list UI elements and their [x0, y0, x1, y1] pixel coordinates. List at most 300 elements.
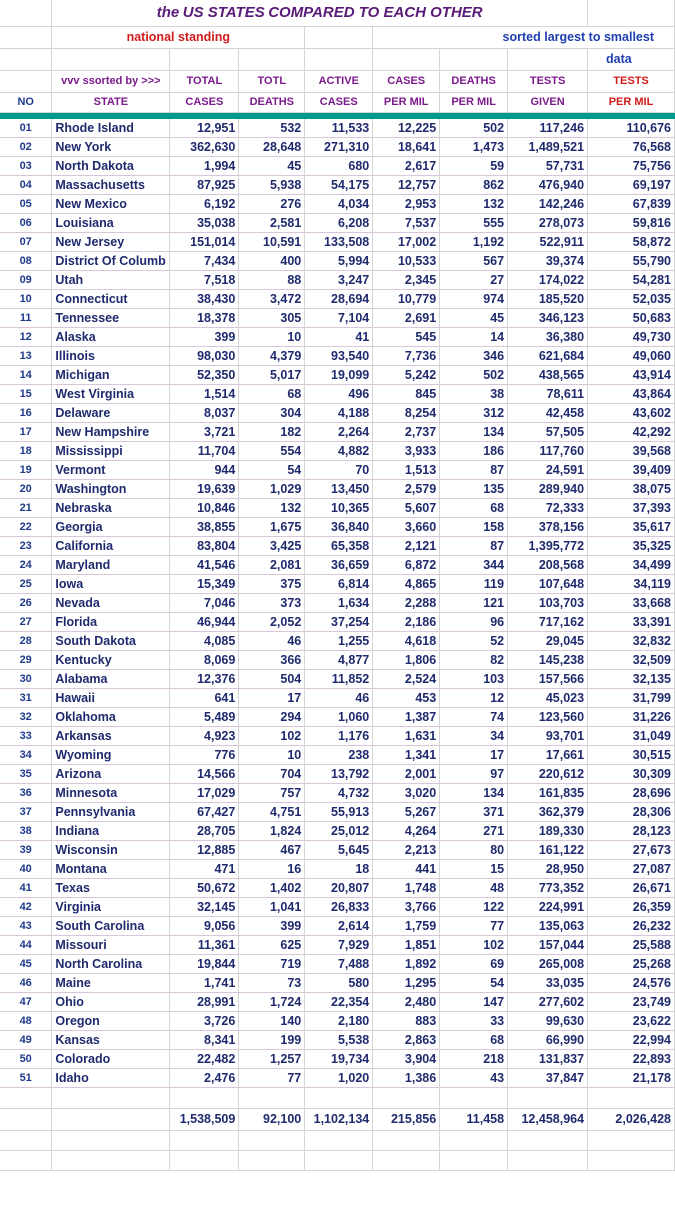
state-name: Kentucky — [52, 650, 170, 669]
data-cell: 22,482 — [170, 1049, 239, 1068]
data-cell: 399 — [170, 327, 239, 346]
data-cell: 6,872 — [373, 555, 440, 574]
data-cell: 7,537 — [373, 213, 440, 232]
data-cell: 1,295 — [373, 973, 440, 992]
data-cell: 140 — [239, 1011, 305, 1030]
data-cell: 87 — [440, 460, 508, 479]
data-cell: 371 — [440, 802, 508, 821]
data-cell: 625 — [239, 935, 305, 954]
table-row — [0, 707, 675, 726]
data-cell: 147 — [440, 992, 508, 1011]
state-name: Oregon — [52, 1011, 170, 1030]
data-cell: 11,852 — [305, 669, 373, 688]
table-row — [0, 1011, 675, 1030]
data-cell: 1,029 — [239, 479, 305, 498]
state-name: Mississippi — [52, 441, 170, 460]
state-name: Oklahoma — [52, 707, 170, 726]
data-cell: 304 — [239, 403, 305, 422]
data-cell: 28,648 — [239, 137, 305, 156]
blank-row — [0, 1087, 675, 1108]
data-cell: 133,508 — [305, 232, 373, 251]
row-number: 01 — [0, 118, 52, 137]
data-cell: 134 — [440, 422, 508, 441]
row-number: 40 — [0, 859, 52, 878]
data-cell: 28,705 — [170, 821, 239, 840]
table-row — [0, 935, 675, 954]
row-number: 27 — [0, 612, 52, 631]
data-cell: 10 — [239, 745, 305, 764]
data-cell: 7,488 — [305, 954, 373, 973]
table-row — [0, 536, 675, 555]
data-cell: 33,391 — [588, 612, 675, 631]
data-cell: 1,892 — [373, 954, 440, 973]
data-cell: 1,386 — [373, 1068, 440, 1087]
row-number: 04 — [0, 175, 52, 194]
data-cell: 32,135 — [588, 669, 675, 688]
data-cell: 18 — [305, 859, 373, 878]
state-name: New Mexico — [52, 194, 170, 213]
data-cell: 2,180 — [305, 1011, 373, 1030]
table-row — [0, 1030, 675, 1049]
row-number: 08 — [0, 251, 52, 270]
data-cell: 346 — [440, 346, 508, 365]
data-cell: 107,648 — [508, 574, 588, 593]
data-cell: 1,851 — [373, 935, 440, 954]
data-cell: 77 — [239, 1068, 305, 1087]
data-cell: 82 — [440, 650, 508, 669]
data-cell: 378,156 — [508, 517, 588, 536]
row-number: 37 — [0, 802, 52, 821]
data-cell: 4,085 — [170, 631, 239, 650]
data-cell: 5,607 — [373, 498, 440, 517]
header-top-cell: TOTL — [239, 70, 305, 92]
table-row — [0, 194, 675, 213]
data-cell: 78,611 — [508, 384, 588, 403]
data-cell: 4,618 — [373, 631, 440, 650]
data-cell: 31,799 — [588, 688, 675, 707]
data-cell: 278,073 — [508, 213, 588, 232]
row-number: 18 — [0, 441, 52, 460]
row-number: 19 — [0, 460, 52, 479]
data-cell: 5,267 — [373, 802, 440, 821]
data-cell: 5,489 — [170, 707, 239, 726]
data-cell: 76,568 — [588, 137, 675, 156]
row-number: 22 — [0, 517, 52, 536]
row-number: 03 — [0, 156, 52, 175]
data-cell: 50,672 — [170, 878, 239, 897]
state-name: Nebraska — [52, 498, 170, 517]
data-cell: 36,840 — [305, 517, 373, 536]
data-cell: 10,533 — [373, 251, 440, 270]
data-cell: 346,123 — [508, 308, 588, 327]
data-cell: 22,354 — [305, 992, 373, 1011]
data-cell: 68 — [239, 384, 305, 403]
state-name: California — [52, 536, 170, 555]
data-cell: 641 — [170, 688, 239, 707]
data-cell: 157,566 — [508, 669, 588, 688]
data-cell: 3,425 — [239, 536, 305, 555]
data-cell: 717,162 — [508, 612, 588, 631]
data-cell: 1,631 — [373, 726, 440, 745]
table-row — [0, 479, 675, 498]
data-cell: 29,045 — [508, 631, 588, 650]
data-cell: 93,540 — [305, 346, 373, 365]
table-row — [0, 1068, 675, 1087]
data-cell: 8,069 — [170, 650, 239, 669]
data-cell: 83,804 — [170, 536, 239, 555]
data-cell: 4,379 — [239, 346, 305, 365]
data-cell: 208,568 — [508, 555, 588, 574]
data-cell: 1,748 — [373, 878, 440, 897]
data-cell: 17 — [440, 745, 508, 764]
table-row — [0, 593, 675, 612]
row-number: 36 — [0, 783, 52, 802]
data-cell: 98,030 — [170, 346, 239, 365]
data-cell: 142,246 — [508, 194, 588, 213]
row-number: 44 — [0, 935, 52, 954]
row-number: 41 — [0, 878, 52, 897]
data-cell: 50,683 — [588, 308, 675, 327]
data-cell: 31,049 — [588, 726, 675, 745]
data-cell: 4,865 — [373, 574, 440, 593]
row-number: 48 — [0, 1011, 52, 1030]
data-cell: 70 — [305, 460, 373, 479]
data-cell: 362,379 — [508, 802, 588, 821]
data-cell: 2,264 — [305, 422, 373, 441]
data-cell: 496 — [305, 384, 373, 403]
data-cell: 757 — [239, 783, 305, 802]
data-cell: 438,565 — [508, 365, 588, 384]
table-row — [0, 1049, 675, 1068]
totals-row — [0, 1108, 675, 1130]
table-row — [0, 954, 675, 973]
data-cell: 36,659 — [305, 555, 373, 574]
data-cell: 1,387 — [373, 707, 440, 726]
data-cell: 22,893 — [588, 1049, 675, 1068]
data-cell: 68 — [440, 1030, 508, 1049]
header-bottom-cell: CASES — [170, 92, 239, 112]
data-cell: 776 — [170, 745, 239, 764]
data-cell: 4,751 — [239, 802, 305, 821]
data-cell: 27,087 — [588, 859, 675, 878]
data-cell: 5,017 — [239, 365, 305, 384]
data-cell: 504 — [239, 669, 305, 688]
table-row — [0, 859, 675, 878]
state-name: North Carolina — [52, 954, 170, 973]
total-cell: 11,458 — [440, 1108, 508, 1130]
data-cell: 185,520 — [508, 289, 588, 308]
row-number: 47 — [0, 992, 52, 1011]
data-cell: 12,225 — [373, 118, 440, 137]
state-name: New York — [52, 137, 170, 156]
row-number: 06 — [0, 213, 52, 232]
data-cell: 580 — [305, 973, 373, 992]
data-cell: 5,938 — [239, 175, 305, 194]
data-cell: 38 — [440, 384, 508, 403]
data-cell: 199 — [239, 1030, 305, 1049]
table-row — [0, 973, 675, 992]
data-cell: 224,991 — [508, 897, 588, 916]
state-name: Maryland — [52, 555, 170, 574]
data-cell: 43 — [440, 1068, 508, 1087]
data-cell: 1,257 — [239, 1049, 305, 1068]
data-cell: 621,684 — [508, 346, 588, 365]
data-cell: 33 — [440, 1011, 508, 1030]
subtitle-row — [0, 26, 675, 48]
table-row — [0, 897, 675, 916]
data-cell: 69 — [440, 954, 508, 973]
data-cell: 88 — [239, 270, 305, 289]
row-number: 28 — [0, 631, 52, 650]
data-cell: 43,914 — [588, 365, 675, 384]
data-cell: 13,450 — [305, 479, 373, 498]
data-cell: 471 — [170, 859, 239, 878]
data-cell: 36,380 — [508, 327, 588, 346]
state-name: Kansas — [52, 1030, 170, 1049]
data-cell: 7,104 — [305, 308, 373, 327]
state-name: Florida — [52, 612, 170, 631]
table-row — [0, 460, 675, 479]
data-cell: 25,012 — [305, 821, 373, 840]
data-cell: 49,730 — [588, 327, 675, 346]
data-cell: 117,760 — [508, 441, 588, 460]
table-row — [0, 403, 675, 422]
data-cell: 13,792 — [305, 764, 373, 783]
data-cell: 10,591 — [239, 232, 305, 251]
data-cell: 55,790 — [588, 251, 675, 270]
data-cell: 52,350 — [170, 365, 239, 384]
data-cell: 28,950 — [508, 859, 588, 878]
row-number: 15 — [0, 384, 52, 403]
data-cell: 14,566 — [170, 764, 239, 783]
data-cell: 39,568 — [588, 441, 675, 460]
data-cell: 2,213 — [373, 840, 440, 859]
data-cell: 99,630 — [508, 1011, 588, 1030]
header-bottom-cell: STATE — [52, 92, 170, 112]
data-cell: 35,617 — [588, 517, 675, 536]
data-cell: 2,480 — [373, 992, 440, 1011]
data-cell: 67,427 — [170, 802, 239, 821]
state-name: Hawaii — [52, 688, 170, 707]
data-cell: 11,704 — [170, 441, 239, 460]
row-number: 33 — [0, 726, 52, 745]
state-name: Montana — [52, 859, 170, 878]
data-cell: 567 — [440, 251, 508, 270]
row-number: 34 — [0, 745, 52, 764]
data-cell: 1,402 — [239, 878, 305, 897]
data-cell: 3,933 — [373, 441, 440, 460]
data-cell: 27 — [440, 270, 508, 289]
state-name: Missouri — [52, 935, 170, 954]
data-cell: 23,622 — [588, 1011, 675, 1030]
data-cell: 35,325 — [588, 536, 675, 555]
data-cell: 554 — [239, 441, 305, 460]
data-cell: 845 — [373, 384, 440, 403]
header-top-cell: TOTAL — [170, 70, 239, 92]
data-cell: 52 — [440, 631, 508, 650]
data-cell: 373 — [239, 593, 305, 612]
data-cell: 1,341 — [373, 745, 440, 764]
state-name: Virginia — [52, 897, 170, 916]
row-number: 29 — [0, 650, 52, 669]
data-cell: 161,835 — [508, 783, 588, 802]
data-cell: 6,814 — [305, 574, 373, 593]
row-number: 17 — [0, 422, 52, 441]
data-cell: 2,863 — [373, 1030, 440, 1049]
state-name: Indiana — [52, 821, 170, 840]
data-cell: 38,075 — [588, 479, 675, 498]
data-cell: 3,472 — [239, 289, 305, 308]
row-number: 09 — [0, 270, 52, 289]
data-cell: 17 — [239, 688, 305, 707]
row-number: 43 — [0, 916, 52, 935]
data-cell: 11,361 — [170, 935, 239, 954]
data-cell: 102 — [239, 726, 305, 745]
row-number: 11 — [0, 308, 52, 327]
header-bottom-cell: PER MIL — [440, 92, 508, 112]
state-name: Iowa — [52, 574, 170, 593]
data-cell: 1,514 — [170, 384, 239, 403]
data-cell: 121 — [440, 593, 508, 612]
data-cell: 42,292 — [588, 422, 675, 441]
data-cell: 59,816 — [588, 213, 675, 232]
title-suffix: COMPARED TO EACH OTHER — [268, 4, 483, 22]
data-cell: 3,660 — [373, 517, 440, 536]
data-cell: 161,122 — [508, 840, 588, 859]
data-cell: 34,499 — [588, 555, 675, 574]
header-bottom-cell: CASES — [305, 92, 373, 112]
title-row — [0, 0, 675, 26]
data-cell: 21,178 — [588, 1068, 675, 1087]
data-cell: 26,833 — [305, 897, 373, 916]
total-cell: 1,538,509 — [170, 1108, 239, 1130]
table-row — [0, 650, 675, 669]
data-cell: 2,081 — [239, 555, 305, 574]
data-cell: 97 — [440, 764, 508, 783]
data-cell: 54 — [239, 460, 305, 479]
row-number: 21 — [0, 498, 52, 517]
data-cell: 2,737 — [373, 422, 440, 441]
data-cell: 14 — [440, 327, 508, 346]
table-row — [0, 764, 675, 783]
row-number: 39 — [0, 840, 52, 859]
data-cell: 532 — [239, 118, 305, 137]
data-cell: 7,046 — [170, 593, 239, 612]
state-name: New Hampshire — [52, 422, 170, 441]
data-cell: 944 — [170, 460, 239, 479]
data-cell: 26,671 — [588, 878, 675, 897]
row-number: 24 — [0, 555, 52, 574]
data-cell: 5,645 — [305, 840, 373, 859]
table-row — [0, 840, 675, 859]
state-name: Ohio — [52, 992, 170, 1011]
data-cell: 8,254 — [373, 403, 440, 422]
table-row — [0, 726, 675, 745]
state-name: South Carolina — [52, 916, 170, 935]
data-cell: 69,197 — [588, 175, 675, 194]
state-name: New Jersey — [52, 232, 170, 251]
data-cell: 276 — [239, 194, 305, 213]
data-cell: 119 — [440, 574, 508, 593]
table-row — [0, 555, 675, 574]
data-cell: 1,994 — [170, 156, 239, 175]
data-cell: 1,176 — [305, 726, 373, 745]
data-cell: 28,991 — [170, 992, 239, 1011]
data-cell: 10,846 — [170, 498, 239, 517]
data-cell: 73 — [239, 973, 305, 992]
table-row — [0, 517, 675, 536]
data-cell: 157,044 — [508, 935, 588, 954]
data-cell: 26,359 — [588, 897, 675, 916]
data-cell: 441 — [373, 859, 440, 878]
data-cell: 80 — [440, 840, 508, 859]
state-name: Colorado — [52, 1049, 170, 1068]
data-cell: 87,925 — [170, 175, 239, 194]
data-cell: 77 — [440, 916, 508, 935]
table-row — [0, 365, 675, 384]
table-row — [0, 175, 675, 194]
total-cell: 2,026,428 — [588, 1108, 675, 1130]
data-cell: 16 — [239, 859, 305, 878]
state-name: Vermont — [52, 460, 170, 479]
data-cell: 55,913 — [305, 802, 373, 821]
data-cell: 52,035 — [588, 289, 675, 308]
data-cell: 271,310 — [305, 137, 373, 156]
data-cell: 1,473 — [440, 137, 508, 156]
data-cell: 22,994 — [588, 1030, 675, 1049]
data-cell: 30,515 — [588, 745, 675, 764]
data-cell: 32,509 — [588, 650, 675, 669]
data-cell: 110,676 — [588, 118, 675, 137]
table-row — [0, 612, 675, 631]
data-cell: 1,020 — [305, 1068, 373, 1087]
data-cell: 20,807 — [305, 878, 373, 897]
data-cell: 2,121 — [373, 536, 440, 555]
table-row — [0, 289, 675, 308]
state-name: South Dakota — [52, 631, 170, 650]
data-cell: 31,226 — [588, 707, 675, 726]
table-row — [0, 574, 675, 593]
data-cell: 400 — [239, 251, 305, 270]
data-cell: 67,839 — [588, 194, 675, 213]
data-cell: 502 — [440, 365, 508, 384]
row-number: 31 — [0, 688, 52, 707]
data-cell: 45 — [440, 308, 508, 327]
state-name: Massachusetts — [52, 175, 170, 194]
data-cell: 1,675 — [239, 517, 305, 536]
data-cell: 39,409 — [588, 460, 675, 479]
data-cell: 19,844 — [170, 954, 239, 973]
row-number: 32 — [0, 707, 52, 726]
state-name: Alabama — [52, 669, 170, 688]
data-cell: 145,238 — [508, 650, 588, 669]
row-number: 05 — [0, 194, 52, 213]
table-row — [0, 821, 675, 840]
data-cell: 12 — [440, 688, 508, 707]
state-name: Michigan — [52, 365, 170, 384]
data-cell: 6,192 — [170, 194, 239, 213]
data-cell: 5,994 — [305, 251, 373, 270]
data-cell: 58,872 — [588, 232, 675, 251]
data-cell: 2,579 — [373, 479, 440, 498]
table-row — [0, 251, 675, 270]
table-row — [0, 270, 675, 289]
row-number: 45 — [0, 954, 52, 973]
header-bottom-cell: NO — [0, 92, 52, 112]
data-cell: 19,639 — [170, 479, 239, 498]
state-name: Georgia — [52, 517, 170, 536]
data-cell: 2,186 — [373, 612, 440, 631]
